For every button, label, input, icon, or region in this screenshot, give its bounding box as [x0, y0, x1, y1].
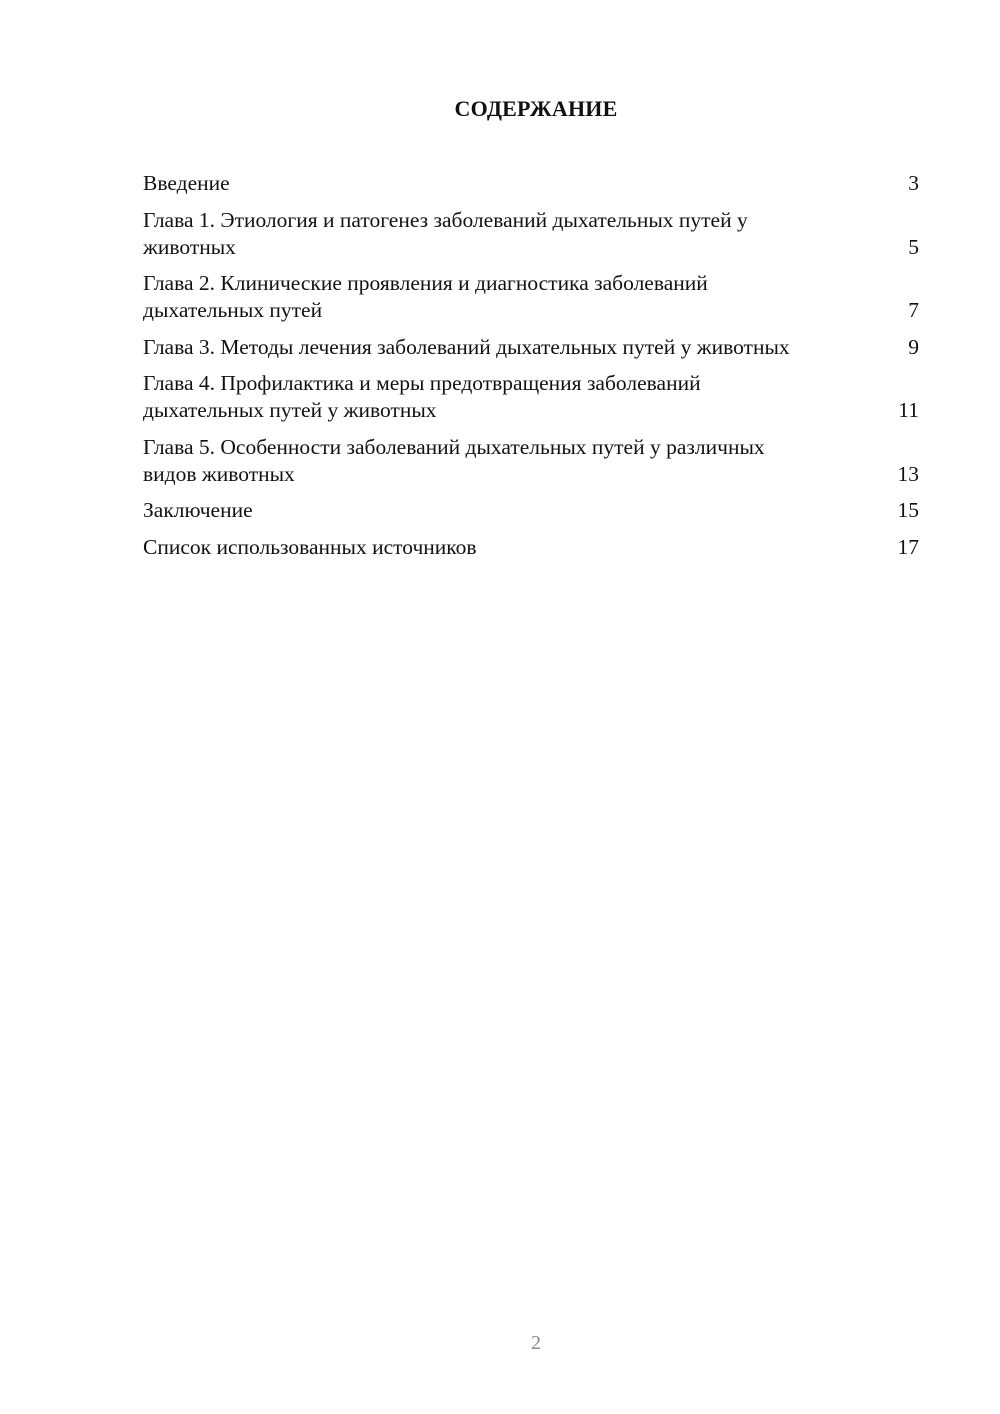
toc-entry-page: 15 — [897, 498, 919, 522]
toc-entry-title: Глава 1. Этиология и патогенез заболеваний дыхательных путей у животных — [143, 207, 748, 259]
toc-entry-page: 7 — [908, 298, 919, 322]
toc-entry-page: 13 — [897, 461, 919, 486]
toc-entry-title: Глава 4. Профилактика и меры предотвращения заболеваний дыхательных путей у животных — [143, 371, 701, 422]
toc-entry-conclusion[interactable] — [143, 497, 919, 524]
toc-entry-title: Список использованных источников — [143, 534, 477, 559]
toc-entry-page: 11 — [898, 398, 919, 422]
toc-entry-chapter-2[interactable] — [143, 270, 919, 324]
toc-entry-page: 3 — [908, 171, 919, 195]
page-number: 2 — [531, 1332, 541, 1354]
page-title: СОДЕРЖАНИЕ — [454, 96, 618, 121]
toc-entry-introduction[interactable] — [143, 170, 919, 197]
toc-entry-title: Заключение — [143, 498, 253, 522]
toc-entry-page: 5 — [908, 234, 919, 259]
toc-entry-page: 9 — [908, 334, 919, 359]
toc-entry-chapter-3[interactable] — [143, 334, 919, 361]
toc-entry-chapter-1[interactable] — [143, 207, 919, 261]
toc-entry-page: 17 — [897, 534, 919, 559]
toc-entry-title: Введение — [143, 171, 230, 195]
toc-entry-chapter-4[interactable] — [143, 370, 919, 424]
toc-entry-title: Глава 5. Особенности заболеваний дыхательных путей у различных видов животных — [143, 434, 765, 486]
toc-entry-title: Глава 2. Клинические проявления и диагностика заболеваний дыхательных путей — [143, 271, 708, 322]
toc-entry-references[interactable] — [143, 534, 919, 561]
toc-entry-title: Глава 3. Методы лечения заболеваний дыхательных путей у животных — [143, 334, 790, 359]
table-of-contents — [143, 170, 919, 570]
toc-entry-chapter-5[interactable] — [143, 434, 919, 488]
